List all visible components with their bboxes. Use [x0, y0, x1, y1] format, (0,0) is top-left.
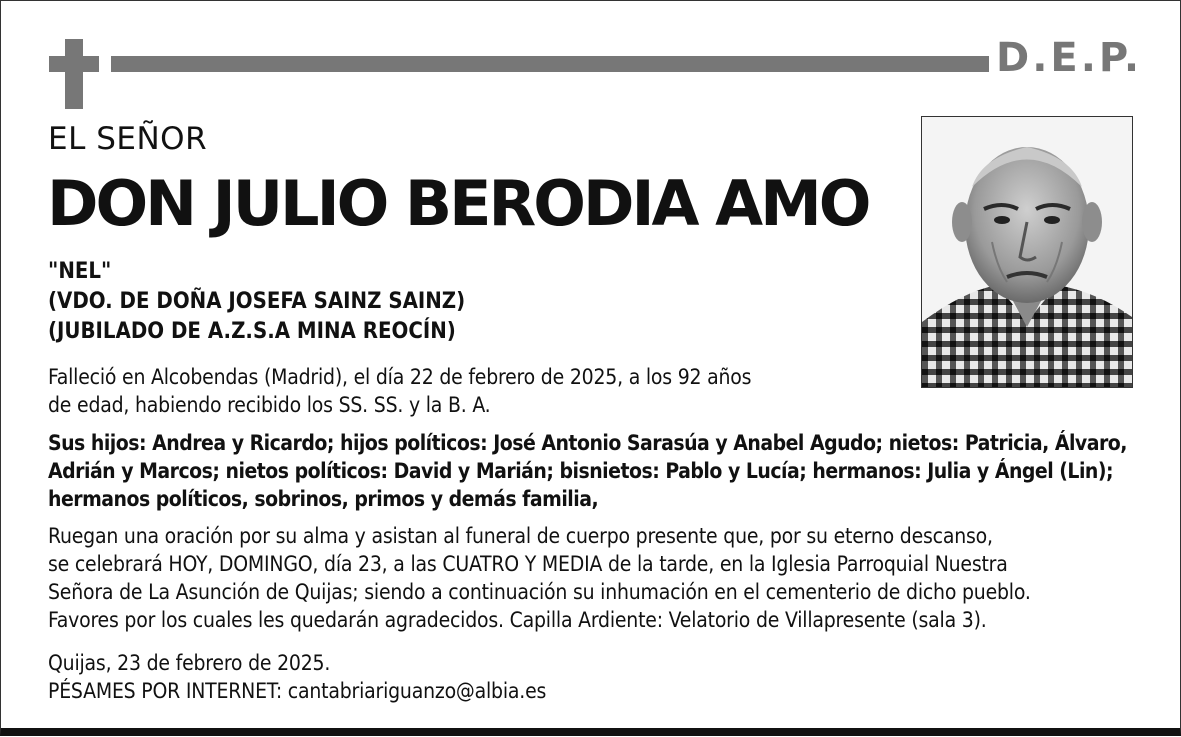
condolences-line: PÉSAMES POR INTERNET: cantabriariguanzo@albia.es — [48, 679, 547, 703]
funeral-line: Favores por los cuales les quedarán agradecidos. Capilla Ardiente: Velatorio de Villapresente (sala 3). — [48, 608, 987, 632]
deceased-name: DON JULIO BERODIA AMO — [47, 167, 869, 240]
family-line: hermanos políticos, sobrinos, primos y demás familia, — [48, 487, 599, 511]
title-prefix: EL SEÑOR — [48, 121, 208, 157]
death-paragraph — [48, 363, 848, 419]
death-line: Falleció en Alcobendas (Madrid), el día 22 de febrero de 2025, a los 92 años — [48, 365, 752, 389]
retired-line: (JUBILADO DE A.Z.S.A MINA REOCÍN) — [48, 319, 456, 344]
funeral-line: Ruegan una oración por su alma y asistan al funeral de cuerpo presente que, por su eterno descanso, — [48, 524, 993, 548]
cross-icon-vertical — [65, 39, 83, 109]
footer-paragraph — [48, 649, 948, 705]
family-paragraph — [48, 429, 1148, 513]
death-line: de edad, habiendo recibido los SS. SS. y la B. A. — [48, 393, 491, 417]
header-rule — [111, 56, 989, 72]
subtitle-block — [48, 257, 465, 347]
funeral-line: Señora de La Asunción de Quijas; siendo a continuación su inhumación en el cementerio de dicho pueblo. — [48, 580, 1031, 604]
deceased-portrait-photo — [921, 116, 1133, 388]
family-line: Sus hijos: Andrea y Ricardo; hijos políticos: José Antonio Sarasúa y Anabel Agudo; nietos: Patricia, Álvaro, — [48, 431, 1127, 455]
family-line: Adrián y Marcos; nietos políticos: David y Marián; bisnietos: Pablo y Lucía; hermanos: Julia y Ángel (Lin); — [48, 459, 1114, 483]
portrait-illustration — [922, 117, 1132, 387]
dep-label: D.E.P. — [996, 35, 1143, 81]
widower-line: (VDO. DE DOÑA JOSEFA SAINZ SAINZ) — [48, 289, 466, 314]
funeral-paragraph — [48, 522, 1148, 634]
place-date: Quijas, 23 de febrero de 2025. — [48, 651, 331, 675]
nickname: "NEL" — [48, 259, 112, 284]
cross-icon-horizontal — [49, 56, 99, 72]
funeral-line: se celebrará HOY, DOMINGO, día 23, a las CUATRO Y MEDIA de la tarde, en la Iglesia Parroquial Nuestra — [48, 552, 1008, 576]
